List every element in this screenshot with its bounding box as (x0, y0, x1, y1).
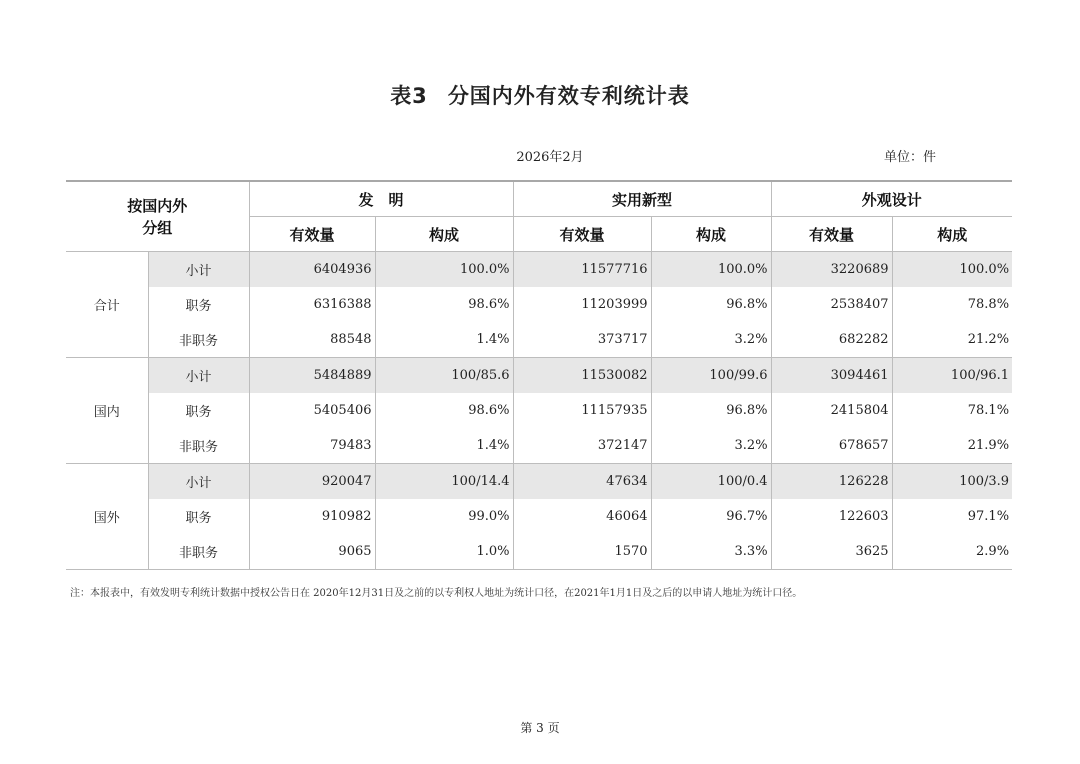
group-header: 按国内外 分组 (66, 181, 249, 252)
row-label: 职务 (148, 499, 249, 534)
table-row (66, 252, 1012, 288)
invention-share-header: 构成 (375, 217, 513, 252)
invention-count-cell: 920047 (249, 464, 375, 500)
design-share-cell: 21.9% (892, 428, 1012, 464)
design-share-cell: 97.1% (892, 499, 1012, 534)
utility-share-cell: 96.7% (651, 499, 771, 534)
invention-share-cell: 99.0% (375, 499, 513, 534)
table-title-text: 分国内外有效专利统计表 (447, 84, 690, 108)
row-label: 非职务 (148, 428, 249, 464)
invention-count-cell: 6404936 (249, 252, 375, 288)
utility-count-header: 有效量 (513, 217, 651, 252)
invention-count-cell: 5405406 (249, 393, 375, 428)
invention-count-cell: 6316388 (249, 287, 375, 322)
utility-count-cell: 11530082 (513, 358, 651, 394)
page-number: 第 3 页 (520, 721, 560, 735)
invention-share-cell: 100.0% (375, 252, 513, 288)
utility-share-header: 构成 (651, 217, 771, 252)
invention-count-cell: 88548 (249, 322, 375, 358)
utility-share-cell: 100/99.6 (651, 358, 771, 394)
row-label: 小计 (148, 358, 249, 394)
invention-share-cell: 98.6% (375, 393, 513, 428)
design-count-cell: 2415804 (771, 393, 892, 428)
design-count-cell: 126228 (771, 464, 892, 500)
group-label: 国外 (66, 464, 148, 570)
utility-share-cell: 96.8% (651, 287, 771, 322)
design-count-cell: 2538407 (771, 287, 892, 322)
group-label: 国内 (66, 358, 148, 464)
design-share-header: 构成 (892, 217, 1012, 252)
invention-share-cell: 98.6% (375, 287, 513, 322)
utility-count-cell: 11577716 (513, 252, 651, 288)
invention-count-cell: 5484889 (249, 358, 375, 394)
table-row (66, 428, 1012, 464)
patent-stats-table (66, 180, 1012, 570)
header-row-1 (66, 181, 1012, 217)
invention-count-cell: 79483 (249, 428, 375, 464)
utility-count-cell: 46064 (513, 499, 651, 534)
utility-count-cell: 373717 (513, 322, 651, 358)
design-share-cell: 100/3.9 (892, 464, 1012, 500)
design-share-cell: 100/96.1 (892, 358, 1012, 394)
utility-share-cell: 3.3% (651, 534, 771, 570)
design-count-cell: 3094461 (771, 358, 892, 394)
design-share-cell: 2.9% (892, 534, 1012, 570)
invention-header: 发 明 (249, 181, 513, 217)
table-row (66, 534, 1012, 570)
table-row (66, 464, 1012, 500)
table-title (0, 80, 1080, 110)
table-body (66, 252, 1012, 570)
design-count-cell: 682282 (771, 322, 892, 358)
utility-share-cell: 3.2% (651, 428, 771, 464)
invention-share-cell: 1.0% (375, 534, 513, 570)
footnote: 注：本报表中，有效发明专利统计数据中授权公告日在 2020年12月31日及之前的以专利权人地址为统计口径，在2021年1月1日及之后的以申请人地址为统计口径。 (70, 588, 803, 599)
invention-share-cell: 100/14.4 (375, 464, 513, 500)
utility-count-cell: 1570 (513, 534, 651, 570)
group-label: 合计 (66, 252, 148, 358)
design-count-cell: 3625 (771, 534, 892, 570)
design-count-cell: 3220689 (771, 252, 892, 288)
table-row (66, 358, 1012, 394)
unit-label: 单位：件 (883, 150, 936, 165)
row-label: 非职务 (148, 534, 249, 570)
design-share-cell: 78.1% (892, 393, 1012, 428)
utility-share-cell: 100.0% (651, 252, 771, 288)
design-count-cell: 122603 (771, 499, 892, 534)
utility-count-cell: 11157935 (513, 393, 651, 428)
design-header: 外观设计 (771, 181, 1012, 217)
report-date: 2026年2月 (516, 150, 584, 165)
table-number: 表3 (390, 84, 428, 108)
row-label: 职务 (148, 393, 249, 428)
utility-header: 实用新型 (513, 181, 771, 217)
design-share-cell: 21.2% (892, 322, 1012, 358)
utility-share-cell: 100/0.4 (651, 464, 771, 500)
table-row (66, 499, 1012, 534)
row-label: 非职务 (148, 322, 249, 358)
table-row (66, 393, 1012, 428)
invention-share-cell: 1.4% (375, 428, 513, 464)
invention-share-cell: 100/85.6 (375, 358, 513, 394)
row-label: 小计 (148, 464, 249, 500)
utility-count-cell: 372147 (513, 428, 651, 464)
invention-count-header: 有效量 (249, 217, 375, 252)
invention-count-cell: 910982 (249, 499, 375, 534)
row-label: 职务 (148, 287, 249, 322)
utility-count-cell: 47634 (513, 464, 651, 500)
design-share-cell: 100.0% (892, 252, 1012, 288)
table-row (66, 287, 1012, 322)
design-count-header: 有效量 (771, 217, 892, 252)
table-row (66, 322, 1012, 358)
invention-share-cell: 1.4% (375, 322, 513, 358)
design-count-cell: 678657 (771, 428, 892, 464)
design-share-cell: 78.8% (892, 287, 1012, 322)
utility-share-cell: 96.8% (651, 393, 771, 428)
utility-count-cell: 11203999 (513, 287, 651, 322)
row-label: 小计 (148, 252, 249, 288)
utility-share-cell: 3.2% (651, 322, 771, 358)
invention-count-cell: 9065 (249, 534, 375, 570)
